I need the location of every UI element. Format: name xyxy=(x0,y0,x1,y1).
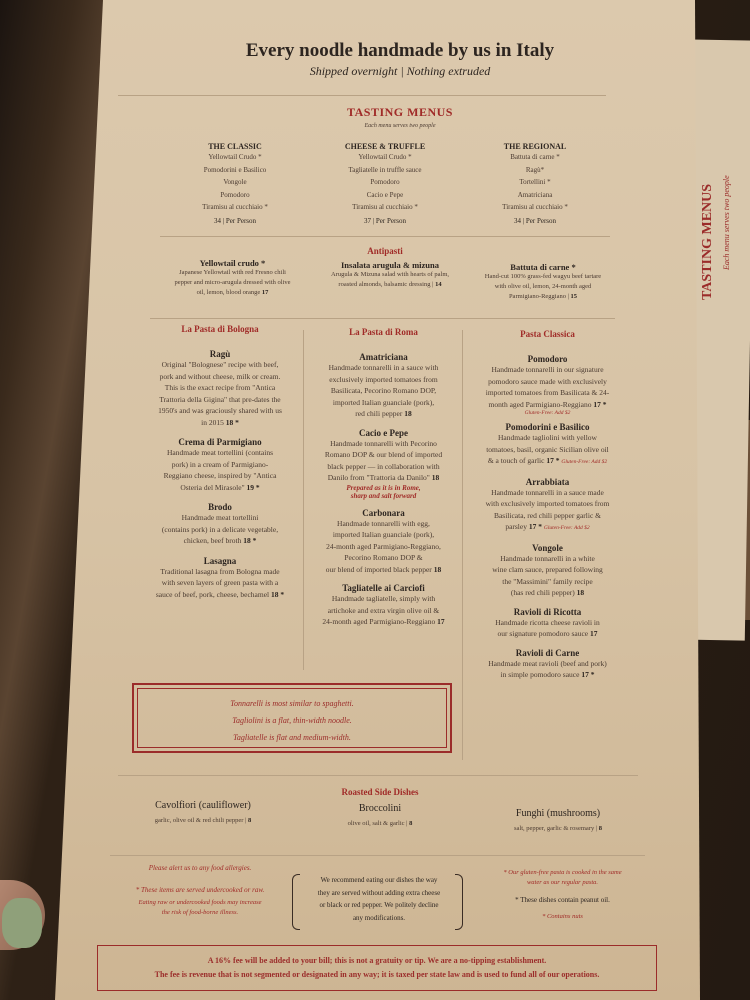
dish-name: Funghi (mushrooms) xyxy=(515,808,601,819)
dish-desc: (contains pork) in a delicate vegetable, xyxy=(161,524,279,534)
dish-name: Lasagna xyxy=(203,555,237,566)
tasting-item: Pomodoro xyxy=(220,190,250,199)
nuts-note: * Contains nuts xyxy=(542,912,583,920)
dish-desc: Original "Bolognese" recipe with beef, xyxy=(161,360,279,369)
dish-desc: our blend of imported black pepper xyxy=(325,564,432,574)
column-divider xyxy=(462,330,463,760)
dish-desc: Romano DOP & our blend of imported xyxy=(324,450,443,459)
dish-desc: black pepper — in collaboration with xyxy=(327,461,440,471)
dish-note: sharp and salt forward xyxy=(350,491,417,500)
dish-name: Pomodoro xyxy=(527,354,568,364)
dish-price: 19 * xyxy=(246,482,260,492)
divider xyxy=(118,775,638,776)
dish-desc: Handmade tagliolini with yellow xyxy=(498,433,597,442)
dish-price: 18 xyxy=(433,564,442,574)
dish-desc: Reggiano cheese, inspired by "Antica xyxy=(163,471,277,480)
section-title: La Pasta di Roma xyxy=(349,327,418,337)
tasting-item: Tortellini * xyxy=(519,178,551,186)
dish-desc: (has red chili pepper) xyxy=(510,588,575,597)
tasting-title: TASTING MENUS xyxy=(347,105,453,119)
dish-desc: Handmade meat tortellini xyxy=(181,513,259,522)
dish-desc: tomatoes, basil, organic Sicilian olive oil xyxy=(486,444,609,454)
tasting-item: Cacio e Pepe xyxy=(366,190,404,199)
allergy-notes xyxy=(110,862,290,918)
dish-desc: Parmigiano-Reggiano xyxy=(508,293,566,300)
dish-name: Arrabbiata xyxy=(525,476,570,487)
tasting-item: Ragù* xyxy=(525,165,545,174)
dish-desc: the "Massimini" family recipe xyxy=(502,576,593,586)
dish-desc: red chili pepper xyxy=(355,409,403,418)
dish-desc: Traditional lasagna from Bologna made xyxy=(160,566,280,576)
side-broccolini: Broccolini olive oil, salt & garlic | 8 xyxy=(310,803,450,830)
dish-desc: parsley xyxy=(505,522,527,531)
tasting-subtitle: Each menu serves two people xyxy=(364,123,436,129)
tasting-item: Tiramisu al cucchiaio * xyxy=(502,203,568,211)
dish-note: Prepared as it is in Rome, xyxy=(346,483,421,492)
dish-desc: Osteria del Mirasole" xyxy=(180,482,245,492)
dish-desc: 1950's and was graciously shared with us xyxy=(158,406,282,415)
dish-desc: Handmade ricotta cheese ravioli in xyxy=(495,617,600,627)
side-cavolfiori: Cavolfiori (cauliflower) garlic, olive oil & red chili pepper | 8 xyxy=(118,800,288,827)
pasta-shapes-box-inner xyxy=(137,688,447,748)
antipasto-insalata: Insalata arugula & mizuna Arugula & Mizuna salad with hearts of palm, roasted almonds, balsamic dressing | 14 xyxy=(315,260,465,290)
dish-name: Insalata arugula & mizuna xyxy=(341,260,439,270)
dish-desc: Handmade tonnarelli in our signature xyxy=(491,365,604,374)
dish-name: Carbonara xyxy=(362,507,405,518)
recommend-line: any modifications. xyxy=(352,913,406,922)
sides-title: Roasted Side Dishes xyxy=(341,787,419,797)
antipasti-title: Antipasti xyxy=(367,246,403,256)
section-bologna xyxy=(140,324,300,600)
undercooked-note: * These items are served undercooked or raw. xyxy=(135,886,265,894)
menu-headline: Every noodle handmade by us in Italy xyxy=(245,40,555,61)
dish-name: Tagliatelle ai Carciofi xyxy=(342,583,425,593)
divider xyxy=(118,95,606,96)
dish-name: Vongole xyxy=(532,542,563,553)
dish-price: 17 xyxy=(589,629,598,638)
divider xyxy=(110,855,645,856)
dish-desc: pork and without cheese, milk or cream. xyxy=(159,371,281,381)
dish-desc: in 2015 xyxy=(201,417,224,427)
dish-desc: Handmade tonnarelli in a sauce made xyxy=(491,487,604,497)
tasting-item: Pomodoro xyxy=(370,178,400,186)
dish-desc: Handmade tagliatelle, simply with xyxy=(331,594,436,603)
dish-desc: Handmade meat tortellini (contains xyxy=(166,448,273,457)
tasting-menu-regional xyxy=(465,142,605,225)
pasta-note-line: Tonnarelli is most similar to spaghetti. xyxy=(230,699,354,708)
dish-name: Ravioli di Ricotta xyxy=(513,606,582,617)
dish-desc: exclusively imported tomatoes from xyxy=(329,374,438,384)
no-modifications-note xyxy=(298,874,460,924)
dish-desc: chicken, beef broth xyxy=(183,536,242,545)
tasting-item: Yellowtail Crudo * xyxy=(358,153,412,161)
dish-name: Cacio e Pepe xyxy=(359,427,408,438)
tasting-price: 34 | Per Person xyxy=(213,216,257,225)
recommend-line: We recommend eating our dishes the way xyxy=(320,876,438,884)
dish-price: 17 * xyxy=(528,522,542,531)
tasting-price: 37 | Per Person xyxy=(363,216,407,225)
dish-desc: with exclusively imported tomatoes from xyxy=(485,499,610,508)
pasta-note-line: Tagliolini is a flat, thin-width noodle. xyxy=(232,716,352,725)
pasta-shapes-box xyxy=(132,683,452,753)
dish-desc: roasted almonds, balsamic dressing xyxy=(338,281,431,288)
raw-warning: Eating raw or undercooked foods may increase xyxy=(138,899,262,906)
dish-desc: in simple pomodoro sauce xyxy=(500,670,580,679)
recommend-line: or black or red pepper. We politely decline xyxy=(319,901,439,909)
dish-price: 14 xyxy=(435,281,442,288)
dish-price: 18 xyxy=(431,473,440,482)
service-fee-box xyxy=(97,945,657,991)
dish-price: 17 xyxy=(437,617,445,626)
side-funghi: Funghi (mushrooms) salt, pepper, garlic & rosemary | 8 xyxy=(478,808,638,835)
tasting-price: 34 | Per Person xyxy=(513,216,557,225)
dish-desc: Basilicata, Pecorino Romano DOP, xyxy=(330,386,437,395)
dish-price: 18 xyxy=(404,409,412,418)
gluten-free-note: Gluten-Free: Add $2 xyxy=(543,525,590,531)
divider xyxy=(160,236,610,237)
dish-desc: This is the exact recipe from "Antica xyxy=(164,383,276,392)
tasting-item: Pomodorini e Basilico xyxy=(203,165,267,174)
dish-desc: Handmade meat ravioli (beef and pork) xyxy=(488,658,607,668)
dish-desc: month aged Parmigiano-Reggiano xyxy=(488,399,592,409)
dish-desc: Japanese Yellowtail with red Fresno chili xyxy=(179,269,286,276)
peanut-note: * These dishes contain peanut oil. xyxy=(515,896,610,904)
dish-price: 17 * xyxy=(546,456,560,465)
dish-name: Battuta di carne * xyxy=(510,262,576,272)
dish-desc: imported tomatoes from Basilicata & 24- xyxy=(485,388,610,397)
dish-desc: Handmade tonnarelli with Pecorino xyxy=(330,438,437,448)
tasting-item: Tagliatelle in truffle sauce xyxy=(348,165,422,174)
dietary-notes xyxy=(475,868,650,923)
dish-desc: Trattoria della Gigina" that pre-dates the xyxy=(159,394,281,404)
antipasto-battuta: Battuta di carne * Hand-cut 100% grass-fed wagyu beef tartare with olive oil, lemon, 24-month aged Parmigiano-Reggiano | 15 xyxy=(468,262,618,302)
tasting-item: Tiramisu al cucchiaio * xyxy=(202,203,268,211)
dish-price: 17 * xyxy=(593,399,607,409)
dish-price: 18 xyxy=(576,588,585,597)
dish-desc: sauce of beef, pork, cheese, bechamel xyxy=(155,589,270,599)
section-classica xyxy=(465,329,630,681)
antipasto-yellowtail xyxy=(150,258,315,298)
tasting-menu-cheese-truffle xyxy=(315,142,455,225)
dish-desc: our signature pomodoro sauce xyxy=(497,629,589,638)
allergy-alert: Please alert us to any food allergies. xyxy=(148,864,252,872)
section-roma xyxy=(305,327,462,628)
dish-price: 17 xyxy=(261,289,269,296)
dish-name: Ravioli di Carne xyxy=(515,647,580,658)
dish-desc: Pecorino Romano DOP & xyxy=(344,553,423,562)
pasta-note-line: Tagliatelle is flat and medium-width. xyxy=(233,733,351,742)
dish-name: Yellowtail crudo * xyxy=(199,258,266,268)
dish-desc: oil, lemon, blood orange xyxy=(196,289,261,296)
dish-desc: garlic, olive oil & red chili pepper xyxy=(154,817,244,824)
dish-name: Ragù xyxy=(209,349,231,359)
dish-price: 17 * xyxy=(581,670,595,679)
tasting-menu-name: CHEESE & TRUFFLE xyxy=(344,142,426,151)
gluten-free-note: Gluten-Free: Add $2 xyxy=(524,410,571,416)
gluten-free-note: Gluten-Free: Add $2 xyxy=(561,459,608,465)
dish-desc: Handmade tonnarelli with egg, xyxy=(337,518,430,528)
dish-name: Cavolfiori (cauliflower) xyxy=(155,800,251,811)
dish-desc: 24-month aged Parmigiano-Reggiano xyxy=(322,617,436,626)
dish-name: Amatriciana xyxy=(359,352,408,362)
dish-name: Broccolini xyxy=(358,803,402,814)
dish-desc: Danilo from "Trattoria da Danilo" xyxy=(327,473,430,482)
dish-desc: wine clam sauce, prepared following xyxy=(492,565,603,574)
back-page-title: TASTING MENUS xyxy=(700,183,715,300)
tasting-menu-classic xyxy=(165,142,305,225)
tasting-item: Amatriciana xyxy=(517,190,553,199)
dish-price: 8 xyxy=(409,820,413,827)
dish-desc: Arugula & Mizuna salad with hearts of palm, xyxy=(330,271,450,278)
tasting-menu-name: THE REGIONAL xyxy=(503,142,567,151)
right-bracket xyxy=(455,874,463,930)
dish-price: 18 * xyxy=(243,536,257,545)
dish-desc: 24-month aged Parmigiano-Reggiano, xyxy=(326,541,441,551)
dish-desc: & a touch of garlic xyxy=(487,456,545,465)
menu-tagline: Shipped overnight | Nothing extruded xyxy=(309,64,491,78)
thumbnail-polish xyxy=(2,898,42,948)
dish-price: 8 xyxy=(247,817,252,824)
dish-desc: pork) in a cream of Parmigiano- xyxy=(171,459,269,469)
raw-warning: the risk of food-borne illness. xyxy=(161,909,239,916)
dish-desc: salt, pepper, garlic & rosemary xyxy=(513,825,595,832)
dish-desc: pomodoro sauce made with exclusively xyxy=(488,376,607,386)
dish-desc: Handmade tonnarelli in a white xyxy=(500,553,595,563)
dish-desc: olive oil, salt & garlic xyxy=(347,820,405,827)
tasting-item: Yellowtail Crudo * xyxy=(208,153,262,161)
gluten-free-line: * Our gluten-free pasta is cooked in the same xyxy=(503,869,622,876)
dish-desc: with seven layers of green pasta with a xyxy=(161,578,279,587)
dish-price: 18 * xyxy=(225,417,239,427)
dish-price: 18 * xyxy=(271,589,285,599)
tasting-item: Tiramisu al cucchiaio * xyxy=(352,203,418,211)
dish-price: 15 xyxy=(570,293,578,300)
column-divider xyxy=(303,330,304,670)
dish-name: Brodo xyxy=(208,502,232,512)
divider xyxy=(150,318,615,319)
fee-line: A 16% fee will be added to your bill; this is not a gratuity or tip. We are a no-tipping establishment. xyxy=(207,956,547,965)
dish-desc: Handmade tonnarelli in a sauce with xyxy=(328,363,439,372)
dish-desc: artichoke and extra virgin olive oil & xyxy=(327,605,440,615)
gluten-free-line: water as our regular pasta. xyxy=(526,879,599,886)
dish-desc: Basilicata, red chili pepper garlic & xyxy=(493,510,602,520)
fee-line: The fee is revenue that is not segmented or designated in any way; it is taxed per state law and is used to fund all of our operations. xyxy=(154,970,600,979)
dish-desc: with olive oil, lemon, 24-month aged xyxy=(494,283,592,290)
tasting-menu-name: THE CLASSIC xyxy=(208,142,262,151)
dish-desc: Hand-cut 100% grass-fed wagyu beef tartare xyxy=(484,273,602,280)
dish-price: 8 xyxy=(598,825,603,832)
tasting-item: Vongole xyxy=(223,178,247,186)
dish-desc: imported Italian guanciale (pork), xyxy=(332,397,435,407)
recommend-line: they are served without adding extra cheese xyxy=(317,888,441,897)
dish-desc: imported Italian guanciale (pork), xyxy=(332,530,435,539)
tasting-item: Battuta di carne * xyxy=(510,153,560,161)
dish-desc: pepper and micro-arugula dressed with olive xyxy=(174,279,291,286)
dish-name: Crema di Parmigiano xyxy=(178,437,262,447)
section-title: Pasta Classica xyxy=(520,329,575,339)
section-title: La Pasta di Bologna xyxy=(181,324,259,334)
dish-name: Pomodorini e Basilico xyxy=(505,422,590,432)
back-page-subtitle: Each menu serves two people xyxy=(722,175,731,270)
